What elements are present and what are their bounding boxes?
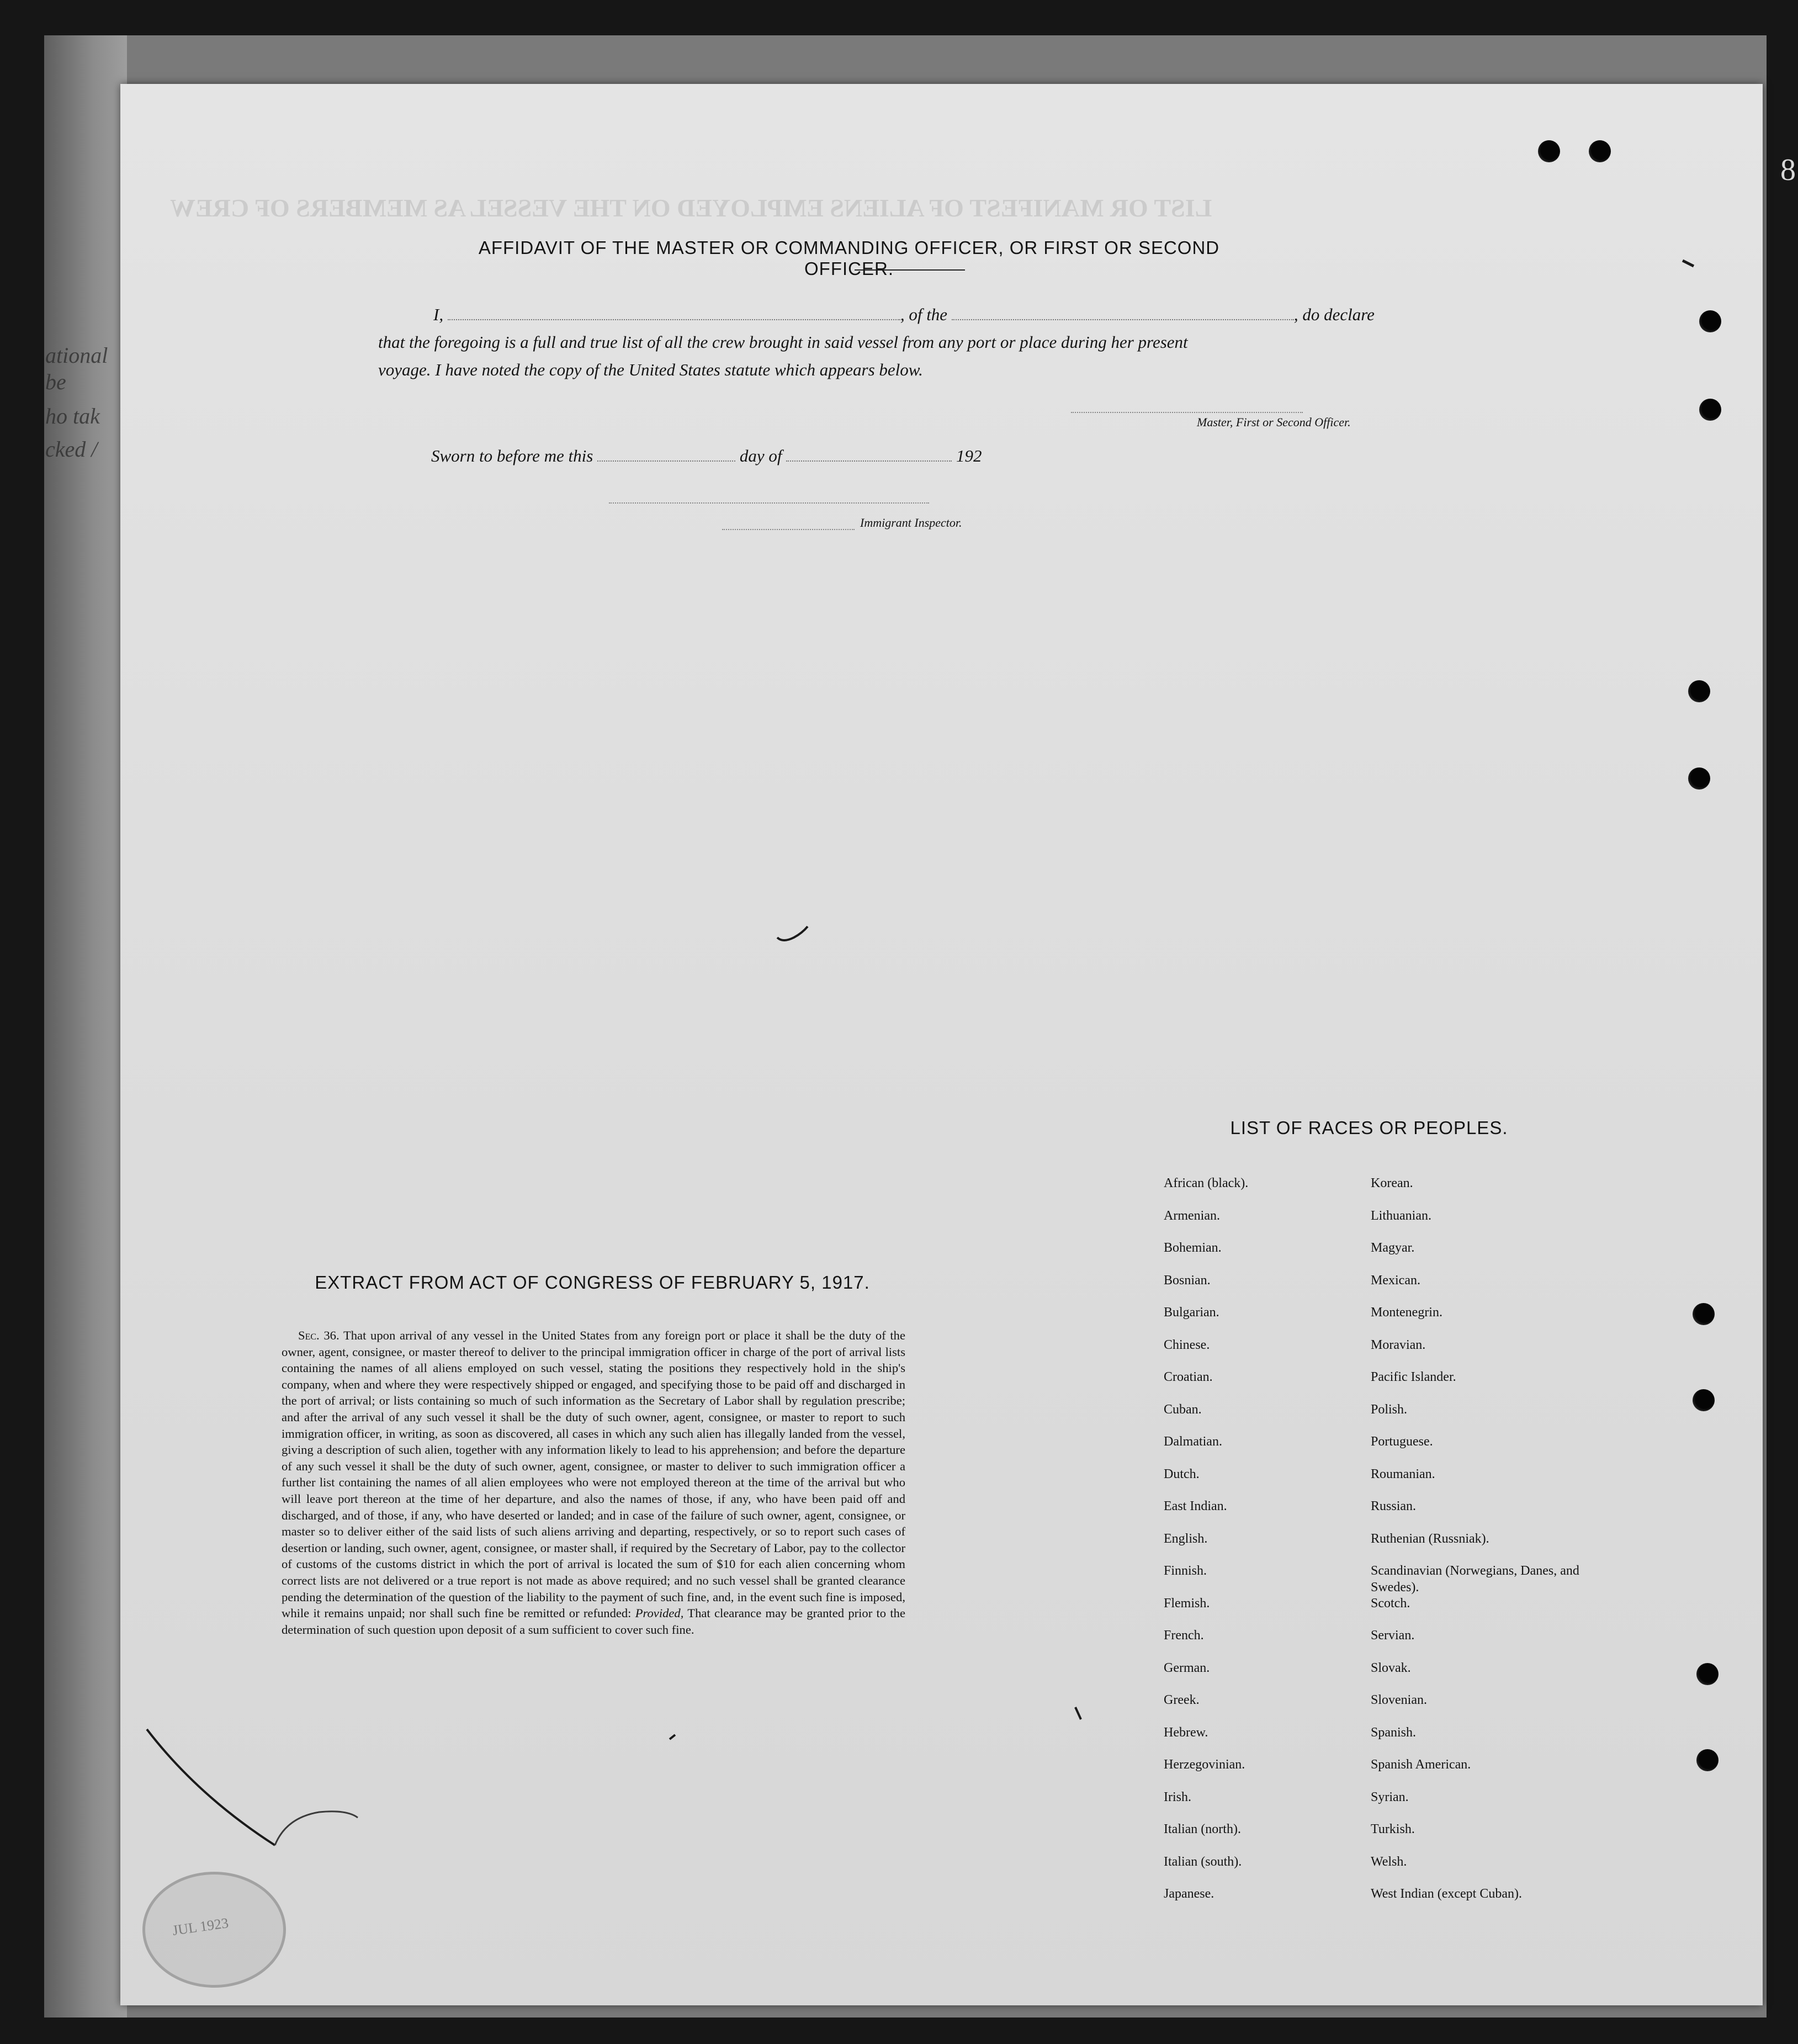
backing-fragment: ational [45, 343, 108, 368]
master-signature-caption: Master, First or Second Officer. [1197, 415, 1351, 429]
race-entry: Dutch. [1164, 1466, 1200, 1481]
race-entry: Mexican. [1371, 1273, 1420, 1288]
pencil-stroke [275, 1812, 358, 1845]
pencil-stroke [147, 1729, 275, 1845]
race-entry: Greek. [1164, 1693, 1200, 1707]
affidavit-title: AFFIDAVIT OF THE MASTER OR COMMANDING OFFICER, OR FIRST OR SECOND OFFICER. [478, 237, 1220, 279]
race-entry: Servian. [1371, 1628, 1415, 1643]
race-entry: Welsh. [1371, 1854, 1407, 1869]
race-entry: East Indian. [1164, 1499, 1227, 1513]
bleed-through-text: LIST OR MANIFEST OF ALIENS EMPLOYED ON THE VESSEL AS MEMBERS OF CREW [170, 194, 1212, 222]
race-entry: Italian (north). [1164, 1822, 1241, 1836]
race-entry: Slovenian. [1371, 1693, 1427, 1707]
section-text: That upon arrival of any vessel in the United States from any foreign port or place it shall be the duty of the owner, agent, consignee, or master thereof to deliver to the principal immigration officer in charge of the port of arrival lists containing the names of all aliens employed on such vessel, stating the positions they respectively hold in the ship's company, when and where they were respectively shipped or engaged, and specifying those to be paid off and discharged in the port of arrival; or lists containing so much of such information as the Secretary of Labor shall by regulation prescribe; and after the arrival of any such vessel it shall be the duty of such owner, agent, consignee, or master to report to such immigration officer, in writing, as soon as discovered, all cases in which any such alien has illegally landed from the vessel, giving a description of such alien, together with any information likely to lead to his apprehension; and before the departure of any such vessel it shall be the duty of such owner, agent, consignee, or master to deliver to such immigration officer a further list containing the names of all alien employees who were not employed thereon at the time of the arrival but who will leave port thereon at the time of her departure, and also the names of those, if any, who have been paid off and discharged, and of those, if any, who have deserted or landed; and in case of the failure of such owner, agent, consignee, or master so to deliver either of the said lists of such aliens arriving and departing, respectively, or so to report such cases of desertion or landing, such owner, agent, consignee, or master shall, if required by the Secretary of Labor, pay to the collector of customs of the customs district in which the port of arrival is located the sum of $10 for each alien concerning whom correct lists are not delivered or a true report is not made as above required; and no such vessel shall be granted clearance pending the determination of the question of the liability to the payment of such fine, and, in the event such fine is imposed, while it remains unpaid; nor shall such fine be remitted or refunded: [282, 1328, 905, 1621]
race-entry: Finnish. [1164, 1564, 1207, 1578]
race-entry: Roumanian. [1371, 1466, 1435, 1481]
sworn-day-of: day of [739, 446, 782, 465]
race-entry: Polish. [1371, 1402, 1408, 1417]
race-entry: Spanish American. [1371, 1757, 1471, 1772]
race-entry: Montenegrin. [1371, 1305, 1442, 1320]
race-entry: Turkish. [1371, 1822, 1415, 1836]
backing-fragment: cked / [45, 437, 98, 462]
race-entry: Dalmatian. [1164, 1434, 1222, 1449]
race-entry: French. [1164, 1628, 1204, 1643]
backing-sheet-edge [44, 35, 127, 2017]
race-entry: Japanese. [1164, 1887, 1214, 1901]
race-entry: Scotch. [1371, 1596, 1410, 1611]
race-entry: West Indian (except Cuban). [1371, 1887, 1522, 1901]
race-entry: English. [1164, 1531, 1208, 1546]
race-entry: German. [1164, 1660, 1210, 1675]
race-entry: Syrian. [1371, 1789, 1409, 1804]
inspector-caption: Immigrant Inspector. [860, 516, 962, 529]
race-entry: Portuguese. [1371, 1434, 1433, 1449]
sworn-prefix: Sworn to before me this [431, 446, 593, 465]
pencil-marks [120, 84, 1763, 2005]
race-entry: Hebrew. [1164, 1725, 1208, 1740]
race-entry: Croatian. [1164, 1370, 1213, 1384]
races-title: LIST OF RACES OR PEOPLES. [1230, 1118, 1508, 1138]
race-entry: Herzegovinian. [1164, 1757, 1245, 1772]
race-entry: Cuban. [1164, 1402, 1202, 1417]
race-entry: Irish. [1164, 1789, 1191, 1804]
pencil-tick [777, 926, 808, 940]
race-entry: Spanish. [1371, 1725, 1417, 1740]
race-entry: Pacific Islander. [1371, 1370, 1456, 1384]
extract-title: EXTRACT FROM ACT OF CONGRESS OF FEBRUARY 5, 1917. [315, 1272, 870, 1293]
manifest-page [120, 84, 1763, 2005]
affidavit-line-voyage: voyage. I have noted the copy of the United States statute which appears below. [378, 360, 923, 379]
pencil-tick [670, 1735, 675, 1739]
race-entry: Bohemian. [1164, 1241, 1222, 1255]
pencil-tick [1683, 261, 1694, 266]
page-number: 8 [1780, 153, 1796, 187]
affidavit-of-the: , of the [900, 305, 948, 324]
race-entry: Magyar. [1371, 1241, 1415, 1255]
affidavit-declare: , do declare [1293, 305, 1375, 324]
race-entry: Korean. [1371, 1176, 1413, 1190]
race-entry: Italian (south). [1164, 1854, 1242, 1869]
provided-text: That clearance may be granted prior to the determination of such question upon deposit of a sum sufficient to cover such fine. [282, 1606, 905, 1637]
race-entry: African (black). [1164, 1176, 1249, 1190]
race-entry: Bosnian. [1164, 1273, 1211, 1288]
provided-label: Provided, [635, 1606, 684, 1621]
race-entry: Moravian. [1371, 1337, 1426, 1352]
race-entry: Slovak. [1371, 1660, 1411, 1675]
affidavit-prefix: I, [433, 305, 444, 324]
race-entry: Armenian. [1164, 1208, 1220, 1223]
race-entry: Russian. [1371, 1499, 1417, 1513]
backing-fragment: be [45, 369, 66, 394]
race-entry: Flemish. [1164, 1596, 1210, 1611]
receipt-stamp-text: JUL 1923 [171, 1915, 230, 1939]
affidavit-line-statement: that the foregoing is a full and true list of all the crew brought in said vessel from any port or place during her present [378, 332, 1188, 352]
race-entry: Chinese. [1164, 1337, 1210, 1352]
backing-fragment: ho tak [45, 404, 100, 428]
sworn-year: 192 [956, 446, 982, 465]
section-number: Sec. 36. [298, 1328, 340, 1342]
race-entry: Scandinavian (Norwegians, Danes, and Swedes). [1371, 1564, 1579, 1595]
pencil-tick [1075, 1707, 1081, 1719]
race-entry: Lithuanian. [1371, 1208, 1431, 1223]
race-entry: Ruthenian (Russniak). [1371, 1531, 1489, 1546]
race-entry: Bulgarian. [1164, 1305, 1219, 1320]
